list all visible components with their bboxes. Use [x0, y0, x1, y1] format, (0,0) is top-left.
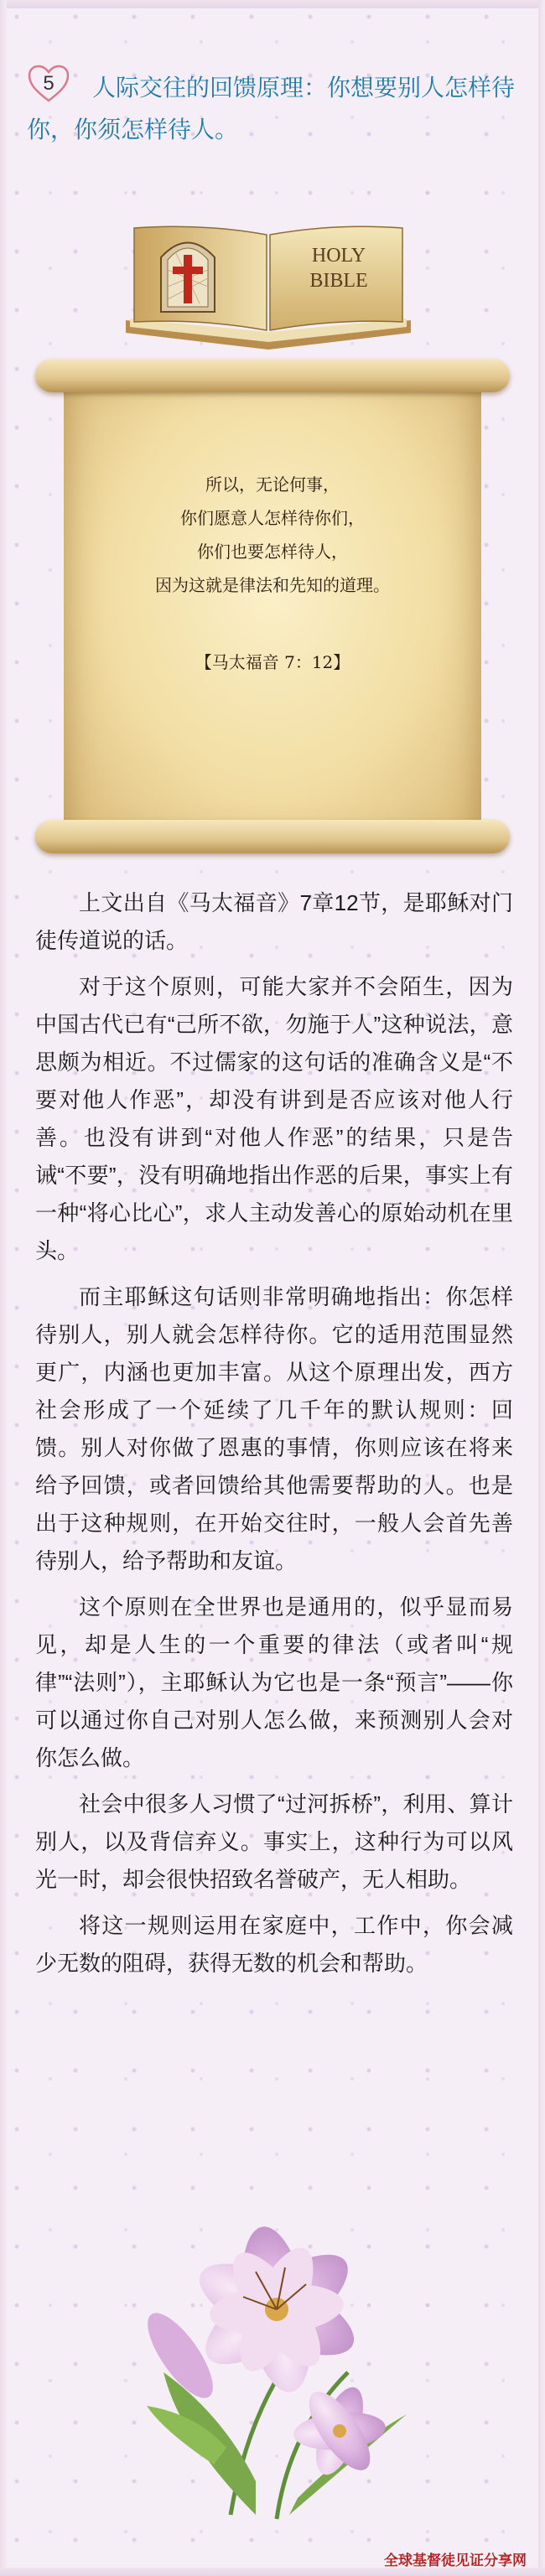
article-paragraph: 而主耶稣这句话则非常明确地指出：你怎样待别人，别人就会怎样待你。它的适用范围显然更广，内涵也更加丰富。从这个原理出发，西方社会形成了一个延续了几千年的默认规则：回馈。别人对你做了恩惠的事情，你则应该在将来给予回馈，或者回馈给其他需要帮助的人。也是出于这种规则，在开始交往时，一般人会首先善待别人，给予帮助和友谊。 — [35, 1284, 513, 1573]
section-title: 人际交往的回馈原理：你想要别人怎样待你，你须怎样待人。 — [27, 74, 516, 143]
scripture-line: 所以，无论何事， — [205, 474, 340, 495]
footer-credit: 全球基督徒见证分享网 — [384, 2553, 527, 2569]
article-paragraph: 上文出自《马太福音》7章12节，是耶稣对门徒传道说的话。 — [35, 890, 513, 953]
scripture-line: 因为这就是律法和先知的道理。 — [155, 575, 390, 595]
section-heading — [27, 67, 522, 151]
scripture-line: 你们愿意人怎样待你们， — [180, 508, 365, 528]
scroll-roll-top — [35, 359, 510, 392]
frame-right — [538, 0, 545, 2576]
holy-text: HOLY — [311, 245, 366, 267]
frame-left — [0, 0, 7, 2576]
scripture-scroll — [35, 350, 510, 853]
section-number: 5 — [43, 72, 54, 95]
article-paragraph: 这个原则在全世界也是通用的，似乎显而易见，却是人生的一个重要的律法（或者叫“规律”“法则”），主耶稣认为它也是一条“预言”——你可以通过你自己对别人怎么做，来预测别人会对你怎么做。 — [35, 1594, 513, 1770]
scripture-quote — [86, 468, 459, 679]
bible-text: BIBLE — [309, 270, 368, 292]
article-paragraph: 将这一规则运用在家庭中，工作中，你会减少无数的阻碍，获得无数的机会和帮助。 — [35, 1913, 513, 1976]
scripture-reference: 【马太福音 7：12】 — [195, 652, 350, 672]
scripture-line: 你们也要怎样待人， — [197, 542, 348, 562]
frame-top — [0, 0, 545, 8]
article-paragraph: 对于这个原则，可能大家并不会陌生，因为中国古代已有“己所不欲，勿施于人”这种说法，意思颇为相近。不过儒家的这句话的准确含义是“不要对他人作恶”，却没有讲到是否应该对他人行善。也没有讲到“对他人作恶”的结果，只是告诫“不要”，没有明确地指出作恶的后果，事实上有一种“将心比心”，求人主动发善心的原始动机在里头。 — [35, 974, 513, 1263]
lily-flower-image — [130, 2163, 419, 2523]
holy-bible-image — [117, 220, 419, 354]
article-paragraph: 社会中很多人习惯了“过河拆桥”，利用、算计别人，以及背信弃义。事实上，这种行为可以风光一时，却会很快招致名誉破产，无人相助。 — [35, 1791, 513, 1892]
article-body — [35, 884, 513, 1991]
scroll-roll-bottom — [35, 820, 510, 853]
